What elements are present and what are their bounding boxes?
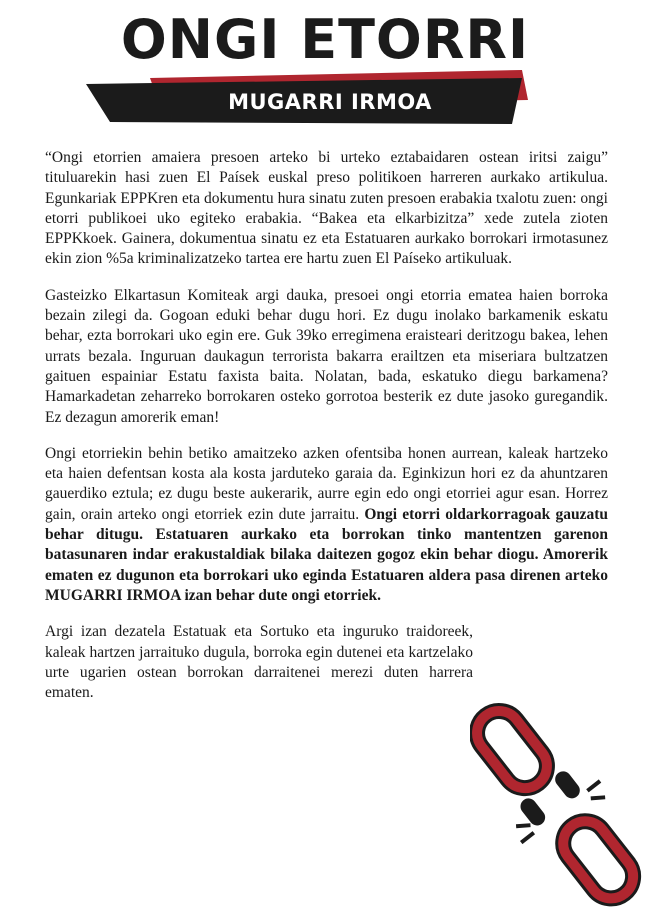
paragraph-3 bbox=[45, 444, 608, 606]
page-subtitle: MUGARRI IRMOA bbox=[228, 90, 432, 114]
article-body bbox=[45, 148, 608, 719]
paragraph-3-bold: Ongi etorri oldarkorragoak gauzatu behar ditugu. Estatuaren aurkako eta borrokan tinko mantentzen garenon batasunaren indar erakustaldiak bilaka daitezen gogoz ekin behar diogu. Amorerik ematen ez dugunon eta borrokari uko eginda Estatuaren aldera pasa direnen arteko MUGARRI IRMOA izan behar dute ongi etorriek. bbox=[45, 505, 608, 604]
page-title: ONGI ETORRI bbox=[120, 8, 530, 71]
paragraph-4: Argi izan dezatela Estatuak eta Sortuko eta inguruko traidoreek, kaleak hartzen jarraituko dugula, borroka egin dutenei eta kartzelako urte ugarien ostean borrokan darraitenei merezi duten harrera ematen. bbox=[45, 623, 473, 702]
broken-chain-icon bbox=[470, 700, 650, 922]
paragraph-3-text: Ongi etorriekin behin betiko amaitzeko azken ofentsiba honen aurrean, kaleak hartzeko eta haien defentsan kosta ala kosta jarduteko garaia da. Eginkizun hori ez da ahuntzaren gauerdiko eztula; ez dugu beste aukerarik, aurre egin edo ongi etorriei agur esan. Horrez gain, orain arteko ongi etorriek ezin dute jarraitu. bbox=[45, 444, 608, 523]
paragraph-2: Gasteizko Elkartasun Komiteak argi dauka, presoei ongi etorria ematea haien borroka bezain zilegi da. Gogoan eduki behar dugu hori. Ez dugu inolako barkamenik eskatu behar, ezta borrokari uko egin ere. Guk 39ko erregimena eraisteari deritzogu bakea, lehen urrats bezala. Inguruan daukagun terrorista bakarra erailtzen eta miseriara bultzatzen gaituen espainiar Estatu faxista baita. Nolatan, bada, eskatuko diegu barkamena? Hamarkadetan zeharreko borrokaren osteko gorrotoa besterik ez dute jasoko guregandik. Ez dezagun amorerik eman! bbox=[45, 286, 608, 426]
header bbox=[0, 0, 650, 130]
paragraph-1: “Ongi etorrien amaiera presoen arteko bi urteko eztabaidaren ostean iritsi zaigu” tituluarekin hasi zuen El Paísek euskal preso politikoen harreren aurkako artikulua. Egunkariak EPPKren eta dokumentu hura sinatu zuten presoen erabakia txalotu zuen: ongi etorri publikoei uko egiteko erabakia. “Bakea eta elkarbizitza” xede zutela zioten EPPKkoek. Gainera, dokumentua sinatu ez eta Estatuaren aurkako borrokari irmotasunez ekin zion %5a kriminalizatzeko tartea ere hartu zuen El Paíseko artikuluak. bbox=[45, 149, 608, 268]
